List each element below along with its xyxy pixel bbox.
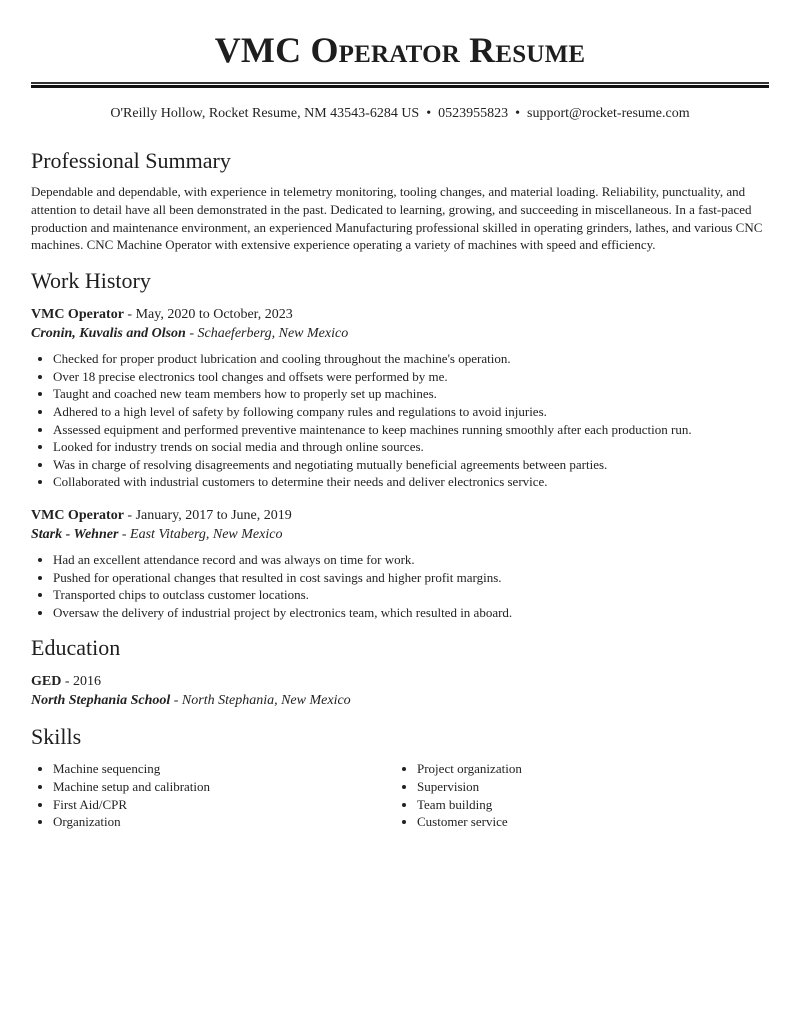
degree-line <box>31 672 769 691</box>
education-entry <box>31 672 769 710</box>
list-item: • Transported chips to outclass customer locations. <box>53 586 769 604</box>
separator-dot: • <box>426 106 432 121</box>
section-heading-skills: Skills <box>31 724 82 750</box>
skill-item: • Organization <box>53 813 395 831</box>
contact-line <box>31 105 769 123</box>
separator-dot: • <box>515 106 521 121</box>
job-company-line <box>31 324 769 343</box>
job-location: - Schaeferberg, New Mexico <box>185 326 349 342</box>
job-dates: - January, 2017 to June, 2019 <box>123 507 292 523</box>
degree-year: - 2016 <box>61 674 102 690</box>
list-item: • Pushed for operational changes that resulted in cost savings and higher profit margins. <box>53 569 769 587</box>
list-item: • Had an excellent attendance record and was always on time for work. <box>53 551 769 569</box>
contact-address: O'Reilly Hollow, Rocket Resume, NM 43543-6284 US <box>110 106 420 121</box>
list-item: • Was in charge of resolving disagreements and negotiating mutually beneficial agreements between parties. <box>53 456 769 474</box>
skill-item: • Customer service <box>417 813 759 831</box>
job-bullets <box>31 350 769 491</box>
job-title-line <box>31 506 769 525</box>
job-dates: - May, 2020 to October, 2023 <box>123 307 293 323</box>
section-heading-summary: Professional Summary <box>31 148 231 173</box>
list-item: • Checked for proper product lubrication and cooling throughout the machine's operation. <box>53 350 769 368</box>
job-title: VMC Operator <box>31 507 124 523</box>
job-company: Stark - Wehner <box>31 526 119 542</box>
list-item: • Oversaw the delivery of industrial project by electronics team, which resulted in aboard. <box>53 604 769 622</box>
skill-item: • Machine setup and calibration <box>53 778 395 796</box>
section-heading-education: Education <box>31 635 121 661</box>
contact-phone: 0523955823 <box>438 106 509 121</box>
job-location: - East Vitaberg, New Mexico <box>118 526 283 542</box>
list-item: • Adhered to a high level of safety by following company rules and regulations to avoid injuries. <box>53 403 769 421</box>
job-title: VMC Operator <box>31 307 124 323</box>
list-item: • Assessed equipment and performed preventive maintenance to keep machines running smoothly after each production run. <box>53 421 769 439</box>
skill-item: • Team building <box>417 796 759 814</box>
section-heading-work-history: Work History <box>31 268 151 294</box>
summary-text: Dependable and dependable, with experience in telemetry monitoring, tooling changes, and material loading. Reliability, punctuality, and attention to detail have all been demonstrated in the past. Dedicated to learning, growing, and succeeding in miscellaneous. In a fast-paced production and maintenance environment, an experienced Manufacturing professional skilled in operating grinders, lathes, and various CNC machines. CNC Machine Operator with extensive experience operating a variety of machines with speed and efficiency. <box>31 184 763 253</box>
resume-title: VMC Operator Resume <box>214 30 586 70</box>
school-location: - North Stephania, New Mexico <box>170 693 351 709</box>
school-name: North Stephania School <box>31 693 171 709</box>
degree: GED <box>31 674 62 690</box>
skills-grid <box>31 760 769 830</box>
contact-email: support@rocket-resume.com <box>527 106 690 121</box>
skills-column-left <box>31 760 395 830</box>
title-divider <box>31 82 769 88</box>
skill-item: • Supervision <box>417 778 759 796</box>
list-item: • Looked for industry trends on social media and through online sources. <box>53 438 769 456</box>
job-entry <box>31 305 769 491</box>
job-bullets <box>31 551 769 621</box>
school-line <box>31 691 769 710</box>
job-company-line <box>31 525 769 544</box>
list-item: • Collaborated with industrial customers to determine their needs and deliver electronics service. <box>53 473 769 491</box>
skills-column-right <box>395 760 759 830</box>
list-item: • Over 18 precise electronics tool changes and offsets were performed by me. <box>53 368 769 386</box>
skill-item: • Project organization <box>417 760 759 778</box>
job-company: Cronin, Kuvalis and Olson <box>31 326 186 342</box>
skill-item: • First Aid/CPR <box>53 796 395 814</box>
job-title-line <box>31 305 769 324</box>
list-item: • Taught and coached new team members how to properly set up machines. <box>53 385 769 403</box>
job-entry <box>31 506 769 621</box>
skill-item: • Machine sequencing <box>53 760 395 778</box>
